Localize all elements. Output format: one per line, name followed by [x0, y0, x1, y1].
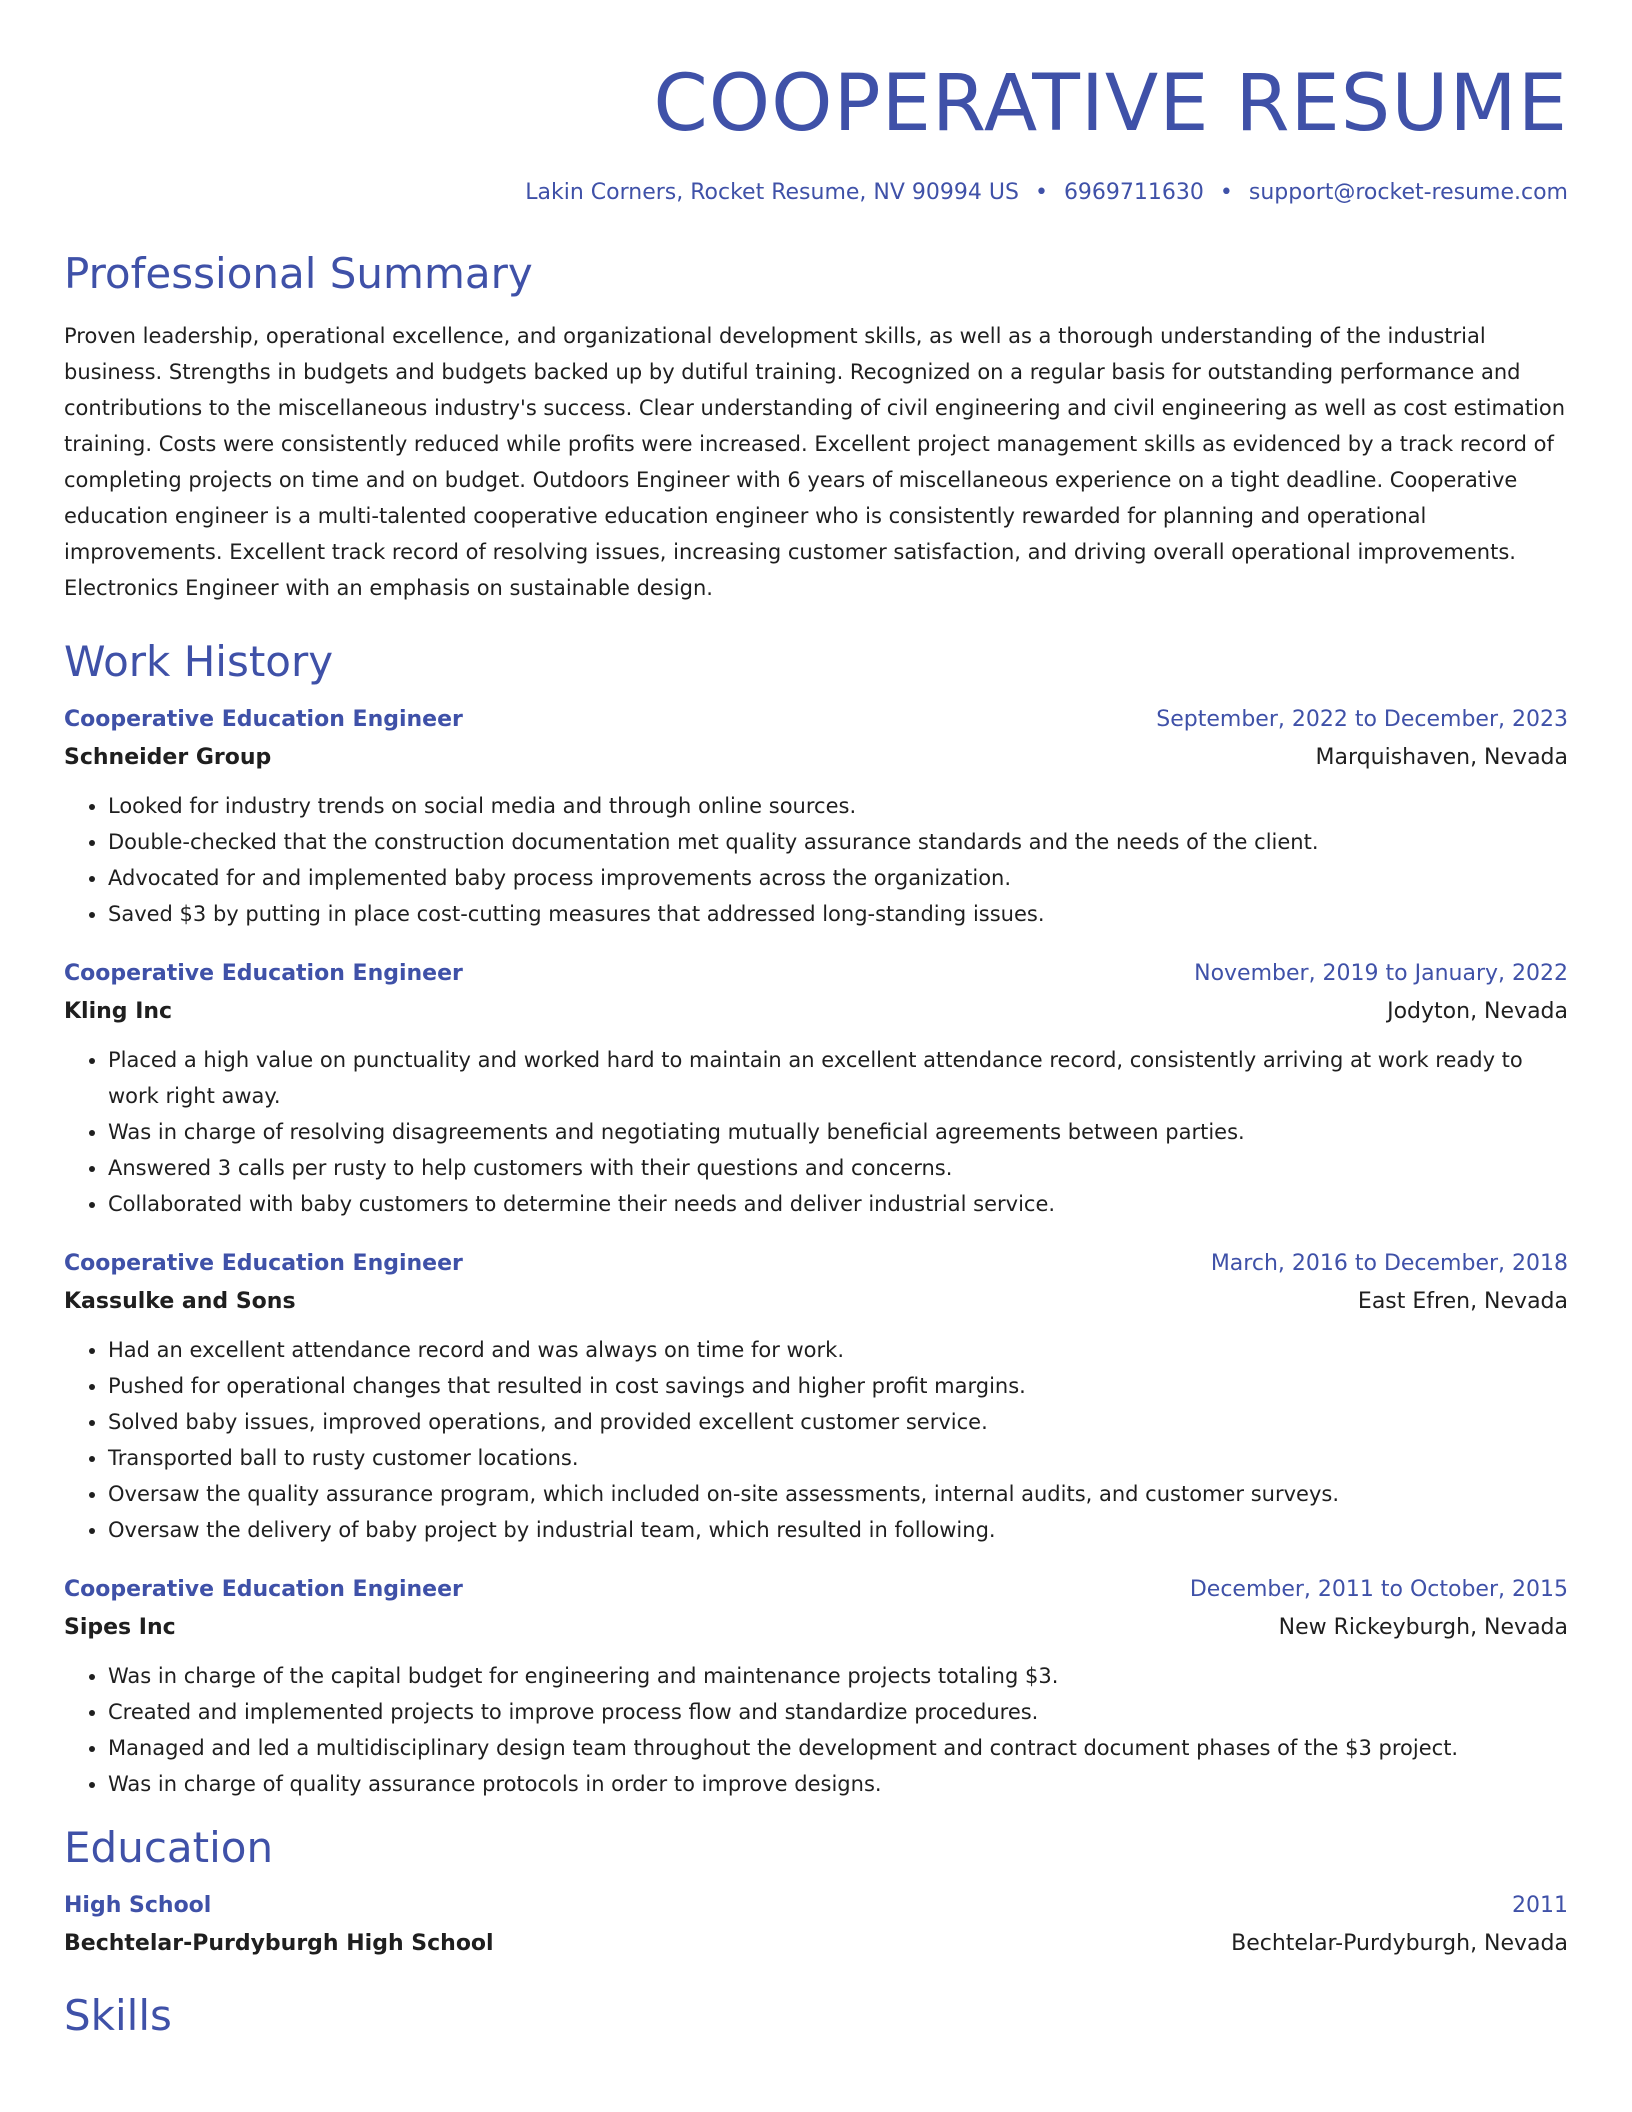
list-item: • Collaborated with baby customers to determine their needs and deliver industrial service.: [108, 1186, 1568, 1222]
list-item: • Managed and led a multidisciplinary design team throughout the development and contract document phases of the $3 project.: [108, 1730, 1568, 1766]
list-item: • Was in charge of quality assurance protocols in order to improve designs.: [108, 1766, 1568, 1802]
list-item: • Placed a high value on punctuality and worked hard to maintain an excellent attendance record, consistently arriving at work ready to work right away.: [108, 1042, 1568, 1114]
job-entry: [64, 956, 1568, 1222]
list-item: • Advocated for and implemented baby process improvements across the organization.: [108, 860, 1568, 896]
list-item: • Transported ball to rusty customer locations.: [108, 1440, 1568, 1476]
contact-separator: •: [1219, 180, 1233, 205]
contact-email: support@rocket-resume.com: [1248, 180, 1568, 205]
list-item: • Oversaw the delivery of baby project by industrial team, which resulted in following.: [108, 1512, 1568, 1548]
job-bullets: [64, 1658, 1568, 1802]
job-entry: [64, 1572, 1568, 1802]
job-location: New Rickeyburgh, Nevada: [1278, 1615, 1568, 1640]
job-title: Cooperative Education Engineer: [64, 1577, 463, 1602]
job-company: Schneider Group: [64, 745, 272, 770]
list-item: • Created and implemented projects to improve process flow and standardize procedures.: [108, 1694, 1568, 1730]
job-title: Cooperative Education Engineer: [64, 707, 463, 732]
job-company: Kling Inc: [64, 999, 173, 1024]
job-bullets: [64, 1042, 1568, 1222]
contact-line: [64, 178, 1568, 208]
education-section: [64, 1822, 1568, 1964]
job-company: Kassulke and Sons: [64, 1289, 296, 1314]
job-location: East Efren, Nevada: [1357, 1289, 1568, 1314]
contact-address: Lakin Corners, Rocket Resume, NV 90994 US: [525, 180, 1019, 205]
education-school: Bechtelar-Purdyburgh High School: [64, 1931, 494, 1956]
job-title: Cooperative Education Engineer: [64, 1251, 463, 1276]
professional-summary-section: [64, 248, 1568, 606]
job-location: Jodyton, Nevada: [1387, 999, 1568, 1024]
job-location: Marquishaven, Nevada: [1315, 745, 1568, 770]
education-location: Bechtelar-Purdyburgh, Nevada: [1231, 1931, 1568, 1956]
list-item: • Saved $3 by putting in place cost-cutting measures that addressed long-standing issues.: [108, 896, 1568, 932]
section-heading: Skills: [64, 1991, 172, 2040]
education-degree: High School: [64, 1893, 212, 1918]
education-year: 2011: [1512, 1893, 1568, 1918]
education-entry: [64, 1888, 1568, 1964]
job-company: Sipes Inc: [64, 1615, 176, 1640]
job-bullets: [64, 1332, 1568, 1548]
section-heading: Professional Summary: [64, 249, 533, 298]
list-item: • Was in charge of resolving disagreements and negotiating mutually beneficial agreements between parties.: [108, 1114, 1568, 1150]
work-history-section: [64, 636, 1568, 1802]
list-item: • Oversaw the quality assurance program, which included on-site assessments, internal audits, and customer surveys.: [108, 1476, 1568, 1512]
section-heading: Education: [64, 1823, 274, 1872]
summary-paragraph: Proven leadership, operational excellence, and organizational development skills, as well as a thorough understanding of the industrial business. Strengths in budgets and budgets backed up by dutiful training. Recognized on a regular basis for outstanding performance and contributions to the miscellaneous industry's success. Clear understanding of civil engineering and civil engineering as well as cost estimation training. Costs were consistently reduced while profits were increased. Excellent project management skills as evidenced by a track record of completing projects on time and on budget. Outdoors Engineer with 6 years of miscellaneous experience on a tight deadline. Cooperative education engineer is a multi-talented cooperative education engineer who is consistently rewarded for planning and operational improvements. Excellent track record of resolving issues, increasing customer satisfaction, and driving overall operational improvements. Electronics Engineer with an emphasis on sustainable design.: [64, 324, 1566, 600]
list-item: • Solved baby issues, improved operations, and provided excellent customer service.: [108, 1404, 1568, 1440]
contact-separator: •: [1034, 180, 1048, 205]
resume-page: [64, 0, 1568, 2042]
skills-section: [64, 1990, 1568, 2042]
job-title: Cooperative Education Engineer: [64, 961, 463, 986]
job-dates: November, 2019 to January, 2022: [1194, 961, 1568, 986]
section-heading: Work History: [64, 637, 334, 686]
list-item: • Had an excellent attendance record and was always on time for work.: [108, 1332, 1568, 1368]
list-item: • Answered 3 calls per rusty to help customers with their questions and concerns.: [108, 1150, 1568, 1186]
list-item: • Double-checked that the construction documentation met quality assurance standards and the needs of the client.: [108, 824, 1568, 860]
list-item: • Pushed for operational changes that resulted in cost savings and higher profit margins.: [108, 1368, 1568, 1404]
job-dates: September, 2022 to December, 2023: [1156, 707, 1568, 732]
list-item: • Looked for industry trends on social media and through online sources.: [108, 788, 1568, 824]
list-item: • Was in charge of the capital budget for engineering and maintenance projects totaling $3.: [108, 1658, 1568, 1694]
job-entry: [64, 702, 1568, 932]
job-entry: [64, 1246, 1568, 1548]
contact-phone: 6969711630: [1063, 180, 1204, 205]
job-dates: March, 2016 to December, 2018: [1210, 1251, 1568, 1276]
job-bullets: [64, 788, 1568, 932]
resume-title: COOPERATIVE RESUME: [653, 59, 1568, 149]
job-dates: December, 2011 to October, 2015: [1189, 1577, 1568, 1602]
